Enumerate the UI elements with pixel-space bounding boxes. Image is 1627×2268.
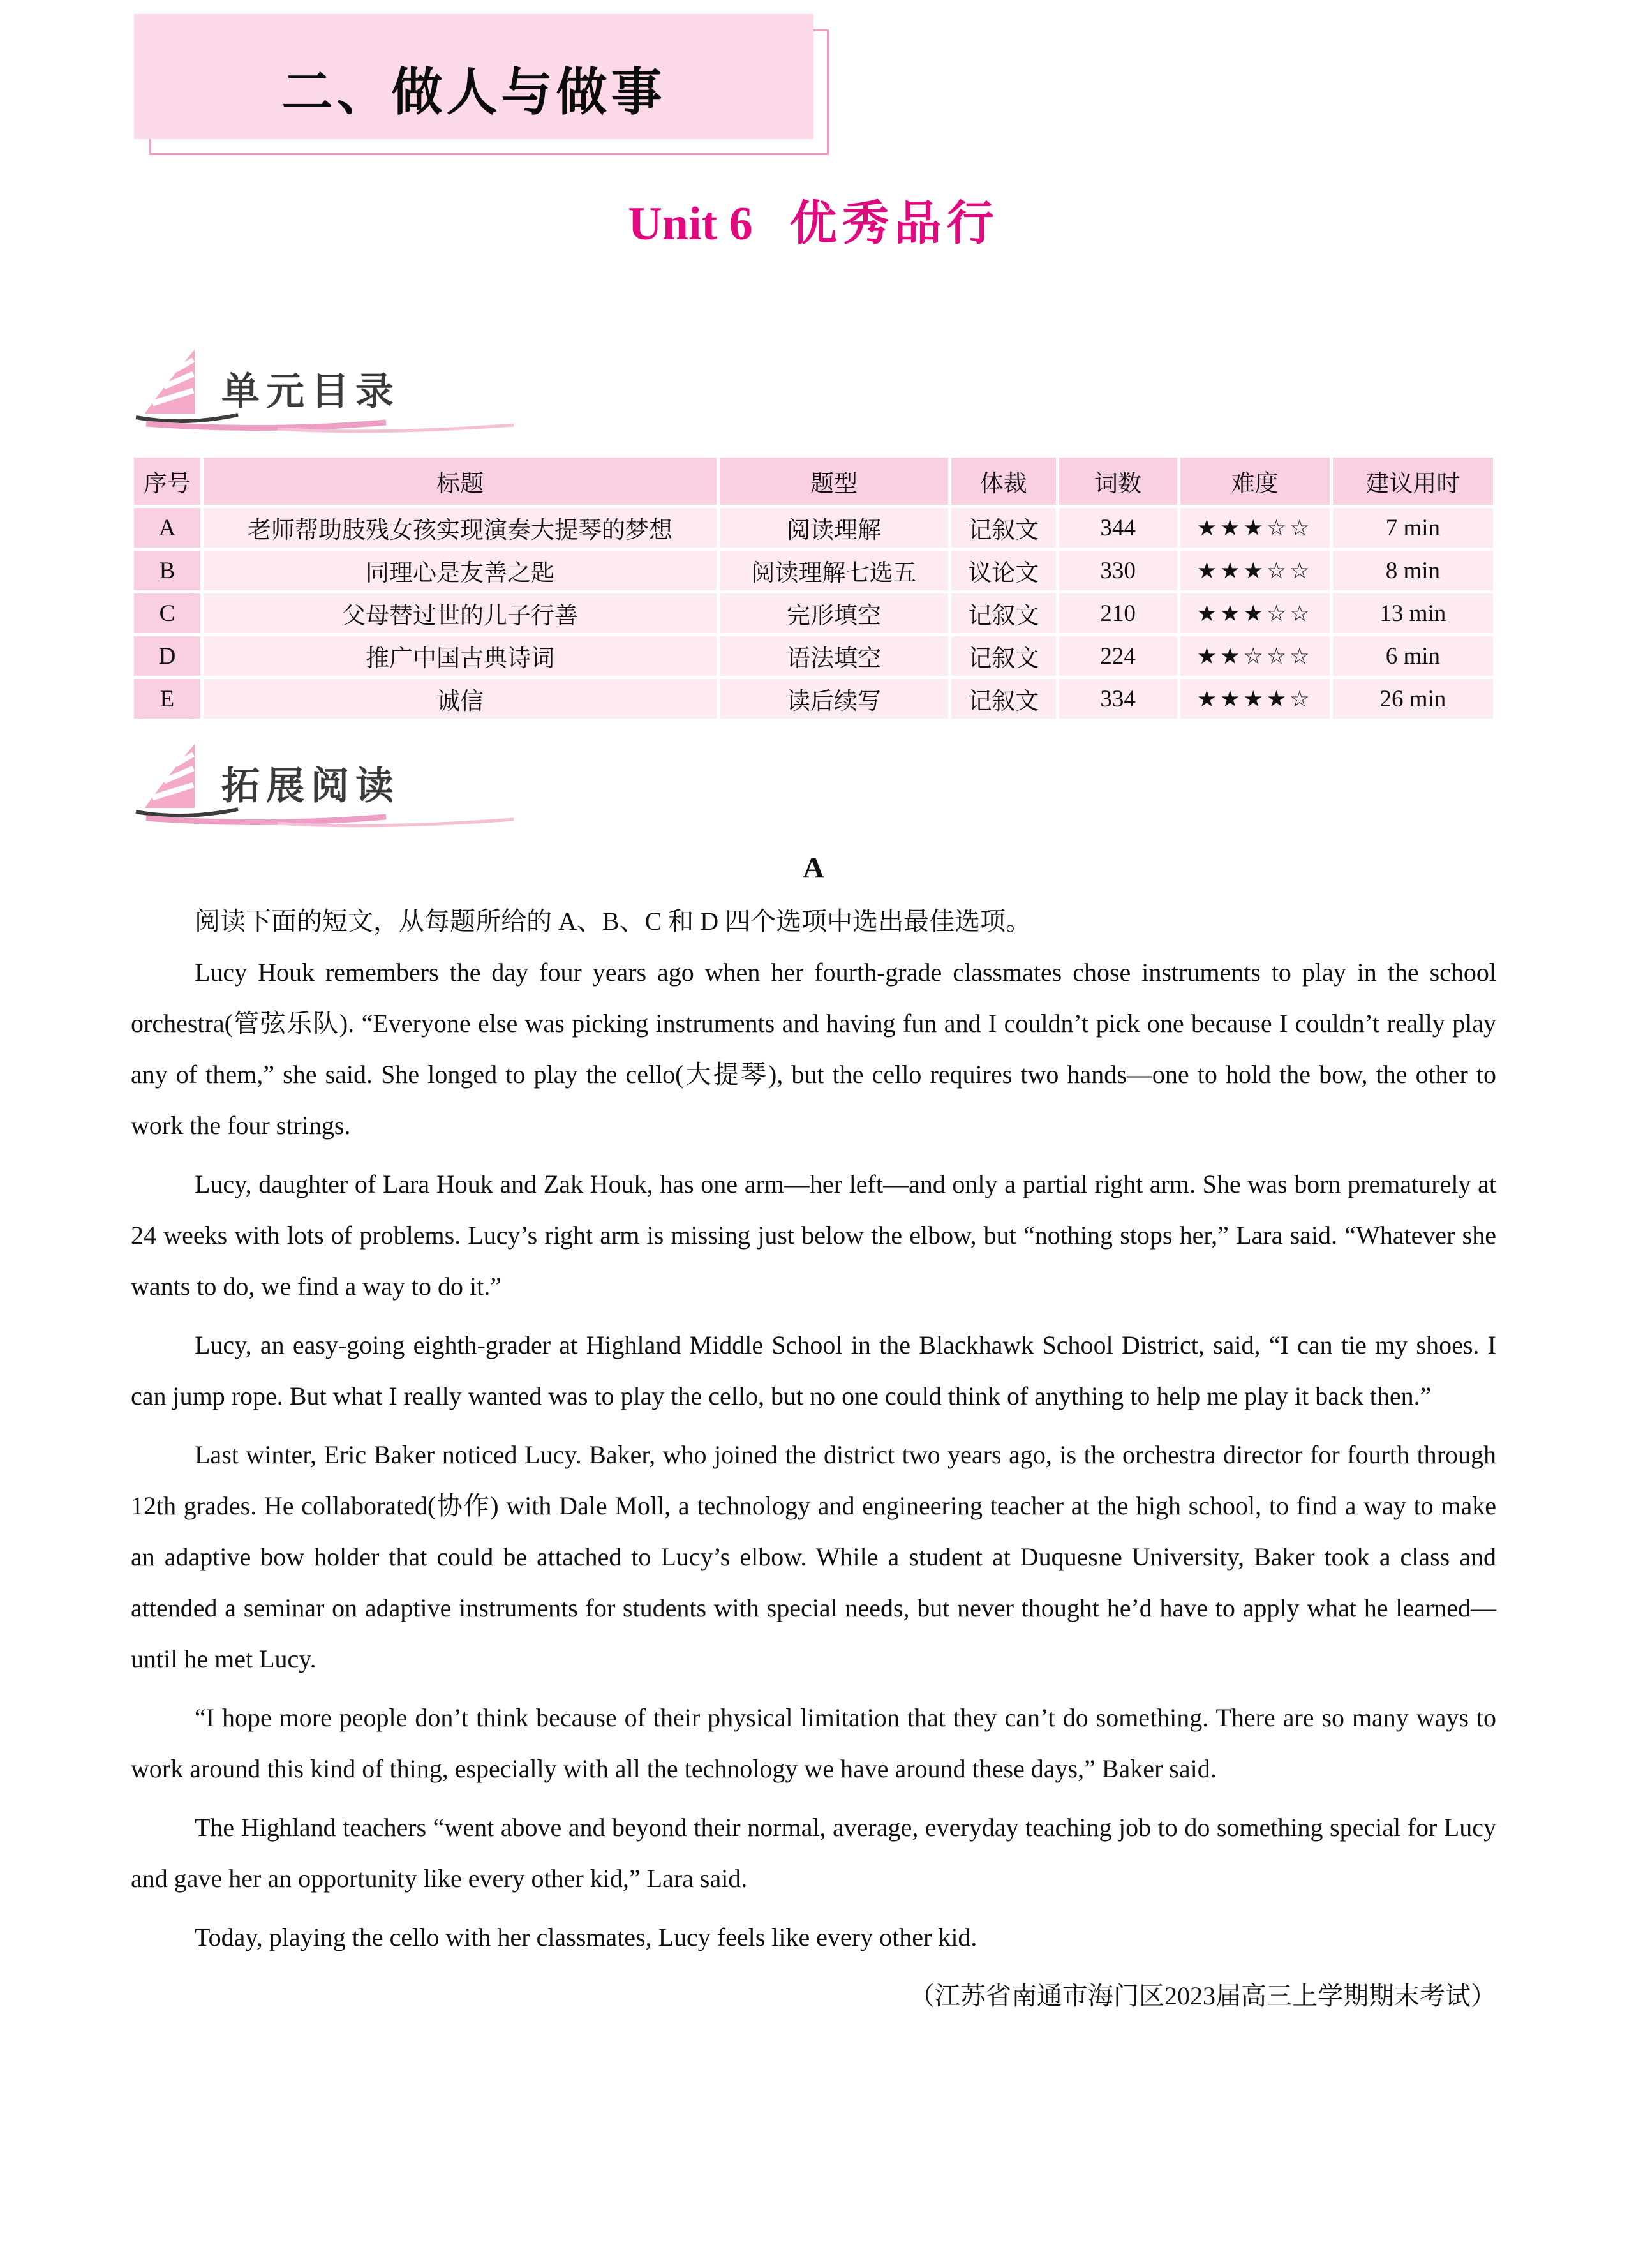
cell-difficulty	[1178, 549, 1331, 592]
unit-title-chinese: 优秀品行	[789, 197, 999, 250]
difficulty-stars: ★★★☆☆	[1196, 601, 1313, 627]
difficulty-stars: ★★★★☆	[1196, 686, 1313, 712]
cell-index: A	[133, 507, 202, 549]
cell-difficulty	[1178, 507, 1331, 549]
col-header-word-count: 词数	[1057, 456, 1178, 507]
cell-index: D	[133, 635, 202, 678]
table-row	[133, 635, 1495, 678]
source-attribution: （江苏省南通市海门区2023届高三上学期期末考试）	[909, 1981, 1496, 2010]
cell-word-count: 334	[1057, 678, 1178, 720]
cell-difficulty	[1178, 635, 1331, 678]
cell-index: C	[133, 592, 202, 635]
col-header-title: 标题	[202, 456, 718, 507]
cell-title: 同理心是友善之匙	[202, 549, 718, 592]
cell-title: 推广中国古典诗词	[202, 635, 718, 678]
col-header-genre: 体裁	[949, 456, 1057, 507]
cell-word-count: 344	[1057, 507, 1178, 549]
cell-index: E	[133, 678, 202, 720]
cell-word-count: 210	[1057, 592, 1178, 635]
cell-word-count: 224	[1057, 635, 1178, 678]
passage-paragraph: Lucy, an easy-going eighth-grader at Highland Middle School in the Blackhawk School District, said, “I can tie my shoes. I can jump rope. But what I really wanted was to play the cello, but no one could think of anything to help me play it back then.”	[131, 1331, 1496, 1410]
unit-title	[0, 191, 1627, 256]
cell-suggested-time: 8 min	[1331, 549, 1494, 592]
passage-label: A	[803, 851, 824, 884]
cell-genre: 议论文	[949, 549, 1057, 592]
cell-question-type: 完形填空	[718, 592, 950, 635]
cell-title: 诚信	[202, 678, 718, 720]
col-header-difficulty: 难度	[1178, 456, 1331, 507]
cell-question-type: 阅读理解	[718, 507, 950, 549]
cell-word-count: 330	[1057, 549, 1178, 592]
section-title-extended-reading: 拓展阅读	[221, 765, 400, 807]
cell-genre: 记叙文	[949, 678, 1057, 720]
section-header-unit-catalog	[131, 345, 769, 440]
unit-catalog-table	[131, 454, 1496, 722]
cell-index: B	[133, 549, 202, 592]
cell-suggested-time: 7 min	[1331, 507, 1494, 549]
col-header-index: 序号	[133, 456, 202, 507]
passage-instruction: 阅读下面的短文，从每题所给的 A、B、C 和 D 四个选项中选出最佳选项。	[195, 907, 1032, 936]
section-header-extended-reading	[131, 739, 769, 835]
passage-paragraph: “I hope more people don’t think because of their physical limitation that they can’t do something. There are so many ways to work around this kind of thing, especially with all the technology we have around these days,” Baker said.	[131, 1703, 1496, 1783]
cell-question-type: 读后续写	[718, 678, 950, 720]
cell-difficulty	[1178, 678, 1331, 720]
table-row	[133, 549, 1495, 592]
difficulty-stars: ★★☆☆☆	[1196, 643, 1313, 669]
section-title-unit-catalog: 单元目录	[221, 370, 400, 413]
unit-title-english: Unit 6	[628, 198, 753, 250]
table-row	[133, 507, 1495, 549]
passage-paragraph: The Highland teachers “went above and beyond their normal, average, everyday teaching job to do something special for Lucy and gave her an opportunity like every other kid,” Lara said.	[131, 1813, 1496, 1893]
cell-genre: 记叙文	[949, 592, 1057, 635]
col-header-suggested-time: 建议用时	[1331, 456, 1494, 507]
cell-title: 父母替过世的儿子行善	[202, 592, 718, 635]
passage-paragraph: Last winter, Eric Baker noticed Lucy. Baker, who joined the district two years ago, is the orchestra director for fourth through 12th grades. He collaborated(协作) with Dale Moll, a technology and engineering teacher at the high school, to find a way to make an adaptive bow holder that could be attached to Lucy’s elbow. While a student at Duquesne University, Baker took a class and attended a seminar on adaptive instruments for students with special needs, but never thought he’d have to apply what he learned—until he met Lucy.	[131, 1440, 1496, 1673]
passage-paragraph: Today, playing the cello with her classmates, Lucy feels like every other kid.	[195, 1923, 977, 1951]
chapter-title: 二、做人与做事	[281, 64, 666, 121]
cell-suggested-time: 13 min	[1331, 592, 1494, 635]
passage-paragraph: Lucy, daughter of Lara Houk and Zak Houk, has one arm—her left—and only a partial right arm. She was born prematurely at 24 weeks with lots of problems. Lucy’s right arm is missing just below the elbow, but “nothing stops her,” Lara said. “Whatever she wants to do, we find a way to do it.”	[131, 1170, 1496, 1301]
col-header-question-type: 题型	[718, 456, 950, 507]
difficulty-stars: ★★★☆☆	[1196, 515, 1313, 541]
cell-question-type: 语法填空	[718, 635, 950, 678]
cell-genre: 记叙文	[949, 507, 1057, 549]
table-row	[133, 592, 1495, 635]
table-row	[133, 678, 1495, 720]
cell-suggested-time: 26 min	[1331, 678, 1494, 720]
chapter-banner	[134, 14, 814, 139]
cell-difficulty	[1178, 592, 1331, 635]
cell-question-type: 阅读理解七选五	[718, 549, 950, 592]
table-header-row	[133, 456, 1495, 507]
difficulty-stars: ★★★☆☆	[1196, 558, 1313, 584]
reading-passage	[131, 849, 1496, 2047]
cell-title: 老师帮助肢残女孩实现演奏大提琴的梦想	[202, 507, 718, 549]
passage-paragraph: Lucy Houk remembers the day four years ago when her fourth-grade classmates chose instruments to play in the school orchestra(管弦乐队). “Everyone else was picking instruments and having fun and I couldn’t pick one because I couldn’t really play any of them,” she said. She longed to play the cello(大提琴), but the cello requires two hands—one to hold the bow, the other to work the four strings.	[131, 958, 1496, 1140]
cell-genre: 记叙文	[949, 635, 1057, 678]
cell-suggested-time: 6 min	[1331, 635, 1494, 678]
